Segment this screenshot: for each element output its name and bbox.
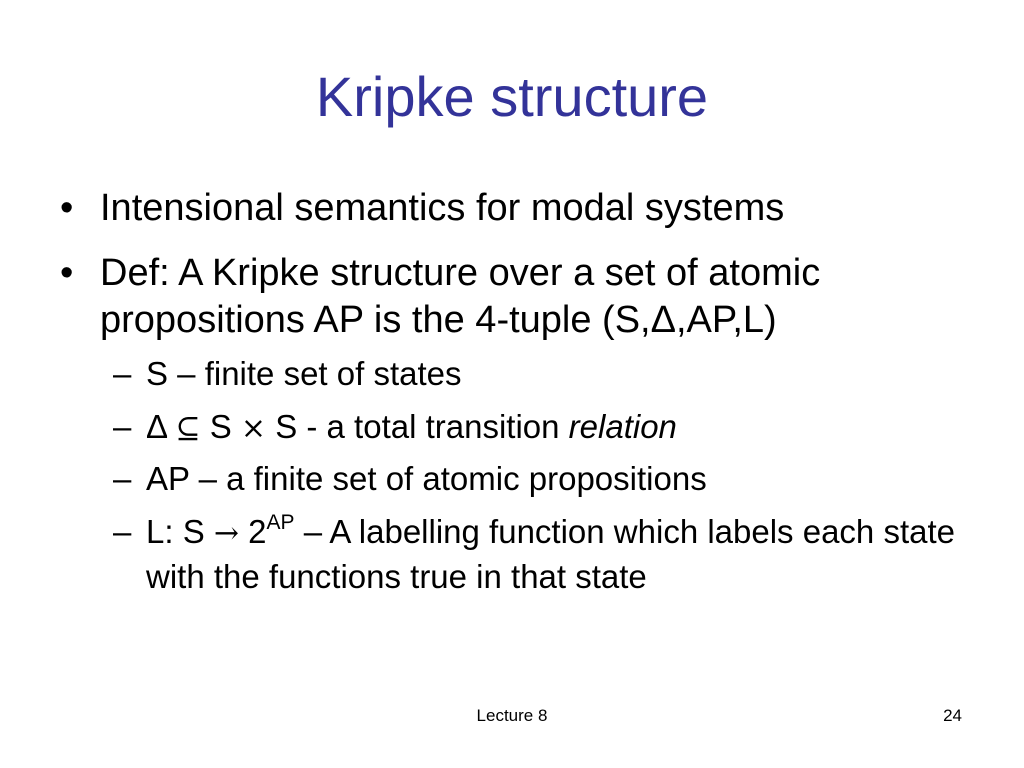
sub-item [113,405,973,450]
sub-item [113,510,973,598]
sub-marker: – [113,460,132,497]
sub-text-part: L: S [146,513,214,550]
delta-symbol: Δ [146,408,176,445]
superscript: AP [266,511,295,534]
sub-text: S – finite set of states [146,355,462,392]
sub-text [146,510,973,598]
slide-title: Kripke structure [315,65,709,128]
subseteq-symbol: ⊆ [175,411,201,446]
times-symbol: × [240,411,267,446]
bullet-marker: • [60,187,74,229]
footer-label: Lecture 8 [476,706,548,725]
sub-marker: – [113,408,132,445]
emphasized-word: relation [568,408,677,445]
bullet-text: Intensional semantics for modal systems [100,187,785,229]
arrow-symbol: → [213,516,240,551]
bullet-item [60,250,980,344]
sub-text-part: 2 [239,513,267,550]
sub-marker: – [113,355,132,392]
sub-text-part: – A labelling function which labels each state with the functions true in that state [146,513,955,595]
sub-text: AP – a finite set of atomic propositions [146,460,707,497]
sub-text-part: S - a total transition [266,408,569,445]
sub-text [146,405,973,450]
sub-item [113,352,973,395]
sub-item [113,457,973,500]
bullet-marker: • [60,252,74,294]
page-number: 24 [943,706,962,725]
sub-marker: – [113,513,132,550]
bullet-text: Def: A Kripke structure over a set of atomic propositions AP is the 4-tuple (S,Δ,AP,L) [100,252,821,341]
bullet-item [60,185,980,232]
sub-text-part: S [200,408,241,445]
